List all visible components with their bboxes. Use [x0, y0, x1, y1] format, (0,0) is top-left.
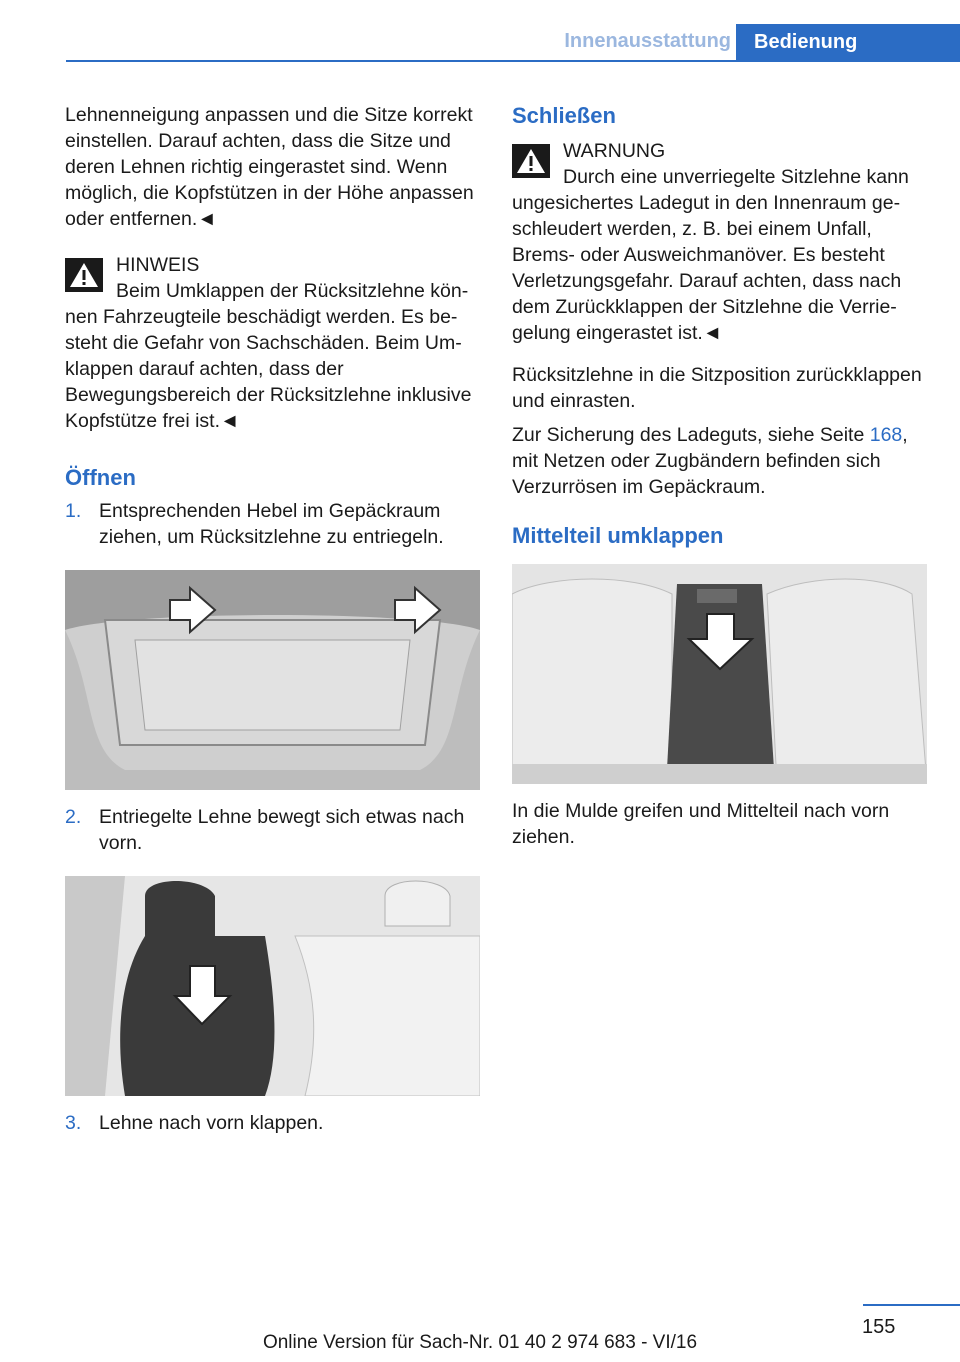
- warning-triangle-icon: [65, 258, 103, 292]
- step-text: Entriegelte Lehne bewegt sich etwas nach vorn.: [99, 806, 465, 854]
- paragraph-zurueckklappen: Rücksitzlehne in die Sitzposition zurückklappen und einrasten.: [512, 364, 922, 412]
- notice-block: [65, 252, 480, 434]
- step-1: [65, 498, 480, 550]
- page-number: 155: [862, 1316, 896, 1338]
- center-section-image: [512, 564, 927, 784]
- step-3: [65, 1110, 480, 1136]
- header-chapter-tab[interactable]: Bedienung: [736, 24, 960, 62]
- heading-mittelteil: Mittelteil umklappen: [512, 523, 724, 548]
- warning-triangle-icon: [512, 144, 550, 178]
- warning-title: WARNUNG: [563, 140, 666, 162]
- heading-schliessen: Schließen: [512, 103, 616, 128]
- step-2: [65, 804, 480, 856]
- step-text: Lehne nach vorn klappen.: [99, 1112, 324, 1134]
- trunk-image: [65, 570, 480, 790]
- caption-mittelteil: In die Mulde greifen und Mittelteil nach vorn ziehen.: [512, 800, 890, 848]
- step-text: Entsprechenden Hebel im Gepäckraum ziehen, um Rücksitzlehne zu entriegeln.: [99, 500, 444, 548]
- paragraph-text: Zur Sicherung des Ladeguts, siehe Seite: [512, 424, 870, 446]
- step-number: 1.: [65, 500, 82, 522]
- warning-block: [512, 138, 927, 346]
- header-section-tab[interactable]: Innenausstattung: [564, 30, 731, 52]
- step-number: 2.: [65, 806, 82, 828]
- page-link[interactable]: 168: [869, 424, 903, 446]
- notice-title: HINWEIS: [116, 254, 200, 276]
- footer-online-version: Online Version für Sach-Nr. 01 40 2 974 683 - VI/16: [262, 1332, 698, 1353]
- intro-paragraph: Lehnenneigung anpassen und die Sitze korrekt einstellen. Darauf achten, dass die Sitze und deren Lehnen richtig eingerastet sind. Wenn möglich, die Kopfstützen in der Höhe anpassen oder entfernen.◄: [65, 104, 474, 230]
- paragraph-text: , mit Netzen oder Zugbändern befinden sich Verzurrösen im Gepäckraum.: [512, 424, 908, 498]
- footer-rule: [863, 1304, 960, 1306]
- step-number: 3.: [65, 1112, 82, 1134]
- warning-text: Durch eine unverriegelte Sitzlehne kann ungesichertes Ladegut in den Innenraum geschleudert werden, z. B. bei einem Unfall, Brems- oder Ausweichmanöver. Es besteht Verletzungsgefahr. Darauf achten, dass nach dem Zurückklappen der Sitzlehne die Verriegelung eingerastet ist.◄: [512, 166, 909, 344]
- notice-text: Beim Umklappen der Rücksitzlehne können Fahrzeugteile beschädigt werden. Es besteht die Gefahr von Sachschäden. Beim Umklappen darauf achten, dass der Bewegungsbereich der Rücksitzlehne inklusive Kopfstütze frei ist.◄: [65, 280, 472, 432]
- right-column: [512, 102, 927, 850]
- seat-release-image: [65, 876, 480, 1096]
- heading-oeffnen: Öffnen: [65, 465, 136, 490]
- paragraph-ladegut: [512, 422, 927, 500]
- left-column: [65, 102, 480, 1136]
